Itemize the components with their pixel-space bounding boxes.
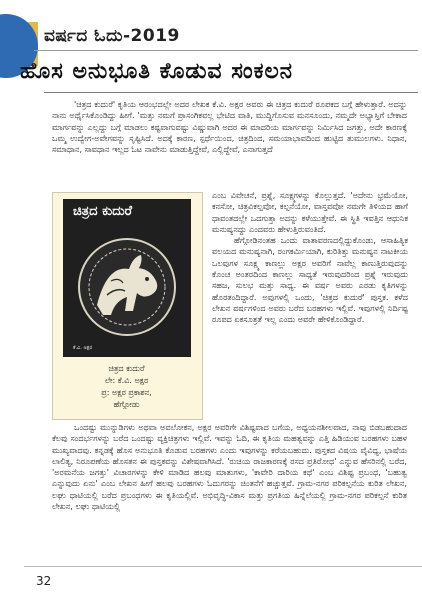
paragraph-2-text: ಎಂಬ ವಿವೇಚನೆ, ಪ್ರಶ್ನೆ, ಸೂಕ್ಷ್ಮಗಳನ್ನು ಕೊಲ್ಲುತ್ತದೆ. 'ಅದೇನು ಭ್ರಮೆಯೋ, ಕನಸೋ, ಚಿತ್ರವಿಕಲ್ಪವೋ, ಕಲ್ಪನೆಯೋ, ವಾಸ್ತವವೋ ನಮಗೇ ತಿಳಿಯದ ಹಾಗೆ ಧಾವಂತದಲ್ಲೇ ಒದಗುತ್ತಾ ಅದನ್ನು ಕಳೆಯುತ್ತೇವೆ. ಈ ಸ್ಥಿತಿ ಇವತ್ತಿನ ಆಧುನಿಕ ಮನುಷ್ಯನದ್ದು ಎಂದವರು ಹೇಳುತ್ತಿರುವಂತಿದೆ. [212,190,408,234]
book-cover-title: ಚಿತ್ರದ ಕುದುರೆ [73,204,133,219]
article-paragraph-2 [212,190,408,326]
header-divider [34,50,418,51]
book-caption-title: ಚಿತ್ರದ ಕುದುರೆ [108,364,145,373]
paragraph-3-text: ಹೆಗ್ಗೋಡಿನಂತಹ ಒಂದು ವಾತಾವರಣದಲ್ಲಿದ್ದುಕೊಂಡು, ಆಸಾಹಿತ್ಯಿಕ ವಲಯದ ಮನುಷ್ಯನಾಗಿ, ರಂಗಕರ್ಮಿಯಾಗಿ, ಕುರಿತಿತ್ತು ಮನುಷ್ಯನ ನಾಟಕೀಯ ಒಲವುಗಳ ಸೂಕ್ಷ್ಮ ಕಾಣಲ್ಲು ಅಕ್ಷರ ಅವರಿಗೆ ನಾವೆಲ್ಲ ಕಾಣುತ್ತಿರುವುದನ್ನು ಕೊಂಚ ಅಂತರದಿಂದ ಕಾಣಲ್ಲು ಸಾಧ್ಯತೆ ಇರುವುದರಿಂದ ಪ್ರಶ್ನೆ ಇರುವುದು ಸಹಜ, ಸುಲಭ ಮತ್ತು ಸಾಧ್ಯ. ಈ ವರ್ಷ ಅವರು ಎರಡು ಕೃತಿಗಳನ್ನು ಹೊರತಂದಿದ್ದಾರೆ. ಅವುಗಳಲ್ಲಿ ಒಂದು, 'ಚಿತ್ರದ ಕುದುರೆ' ಪುಸ್ತಕ. ಕಳೆದ ಲೇಖನ ವರ್ಷಗಳಿಂದ ಅವರು ಬರೆದ ಬರಹಗಳು ಇಲ್ಲಿವೆ. ಇವುಗಳಲ್ಲಿ ನಿರ್ದಿಷ್ಟ ರೂಪದ ಏಕಸೂತ್ರತೆ ಇಲ್ಲ ಎಂದು ಅವರೇ ಹೇಳಿಕೊಂಡಿದ್ದಾರೆ. [212,235,408,325]
article-title: ಹೊಸ ಅನುಭೂತಿ ಕೊಡುವ ಸಂಕಲನ [20,58,294,84]
paragraph-4-text: ಒಂದಷ್ಟು ಮುನ್ನುಡಿಗಳು ಅಥವಾ ಅವಲೋಕನ, ಅಕ್ಷರ ಅವರಿಗೇ ವಿಶಿಷ್ಟವಾದ ಬಗೆಯ, ಅಧ್ಯಯನಶೀಲವಾದ, ನಾವು ಬಿಡಬಹುದಾದ ಕೆಲವು ಸಂದರ್ಭಗಳನ್ನು ಬರೆದ ಒಂದಷ್ಟು ವ್ಯಕ್ತಿಚಿತ್ರಗಳು ಇಲ್ಲಿವೆ. ಇವನ್ನು ಓದಿ, ಈ ಕೃತಿಯ ಮಹತ್ವವನ್ನು ಎತ್ತಿ ಹಿಡಿಯುವ ಬರಹಗಳು ಬಹಳ ಮುಖ್ಯವಾದವು. ಕನ್ನಡಕ್ಕೆ ಹೊಸ ಅನುಭೂತಿ ಕೊಡುವ ಬರಹಗಳು ಎಂದು ಇವುಗಳನ್ನು ಕರೆಯಬಹುದು. ಪುಸ್ತಕದ ವಿಷಯ ವೈವಿಧ್ಯ, ಭಾಷೆಯ ಲಾಲಿತ್ಯ, ನಿರೂಪಣೆಯ ಹೊಸತನ ಈ ಪುಸ್ತಕವನ್ನು ವಿಶೇಷವಾಗಿಸಿದೆ. 'ರುಚಿಯ ರಾಜಕಾರಣಕ್ಕೆ ರಸದ ಪ್ರತಿರೋಧ' ಎನ್ನುವ ಹೆಸರಿನಲ್ಲಿ ಬರೆದ, 'ಅರಮನೆಯ ಜಗತ್ತು' ವಿಚಾರಗಳನ್ನು ಕೇಳಿ ಮಾಡಿದ ಹಲವು ಮಾತುಗಳು, 'ಕಾವೇರಿ ದಾರಿಯ ಕಥೆ' ಎಂಬ ವಿಶಿಷ್ಟ ಪ್ರಬಂಧ, 'ಬಹುತ್ವ ಎನ್ನುವುದು ಏನು' ಎಂಬ ಲೇಖನ ಹೀಗೆ ಹಲವು ಬರಹಗಳು ಓದುಗರನ್ನು ಚಿಂತನೆಗೆ ಹಚ್ಚುತ್ತವೆ. ಗ್ರಾಮ-ನಗರ ಪರಿಕಲ್ಪನೆಯ ಕುರಿತ ಲೇಖನ, ಲಘು ಧಾಟಿಯಲ್ಲಿ ಬರೆದ ಪ್ರಬಂಧಗಳು ಈ ಕೃತಿಯಲ್ಲಿವೆ. ಅಭಿವೃದ್ಧಿ-ವಿಕಾಸ ಮತ್ತು ಪ್ರಗತಿಯ ಹಿನ್ನೆಲೆಯಲ್ಲಿ ಗ್ರಾಮ-ನಗರ ಪರಿಕಲ್ಪನೆ ಕುರಿತ ಲೇಖನ, ಲಘು ಧಾಟಿಯಲ್ಲಿ [52,422,407,512]
book-card [52,192,203,420]
article-paragraph-4 [52,422,407,512]
page-number: 32 [36,574,52,588]
page-header [0,22,422,52]
book-caption [53,363,200,411]
magazine-section-title: ವರ್ಷದ ಓದು-2019 [44,26,180,46]
cover-illustration [67,235,187,339]
book-caption-author: ಲೇ: ಕೆ.ವಿ. ಅಕ್ಷರ [104,376,149,385]
book-caption-place: ಹೆಗ್ಗೋಡು [113,400,140,409]
book-cover-author: ಕೆ.ವಿ. ಅಕ್ಷರ [73,345,93,351]
book-caption-publisher: ಪ್ರ: ಅಕ್ಷರ ಪ್ರಕಾಶನ, [101,388,152,397]
paragraph-1-text: 'ಚಿತ್ರದ ಕುದುರೆ' ಕೃತಿಯ ಆರಂಭದಲ್ಲೇ ಅದರ ಲೇಖಕ ಕೆ.ವಿ. ಅಕ್ಷರ ಅವರು ಈ ಚಿತ್ರದ ಕುದುರೆ ರೂಪಕದ ಬಗ್ಗೆ ಹೇಳುತ್ತಾರೆ. ಅದನ್ನು ನಾನು ಅರ್ಥೈಸಿಕೊಂಡಿದ್ದು ಹೀಗೆ. 'ಮತ್ತು ನಮಗೆ ಪ್ರಾಸಂಗಿಕವಲ್ಲ ಭೇಟಿದ ವಾತಿ, ಮುದ್ದಿಗೊಸುವ ಮನಸೂಂದು, ನಮ್ಮದೇ ಅಭ್ಯಾಸ್ತಿಗೆ ಬೇಕಾದ ಮಾರ್ಗವನ್ನು ಎಲ್ಲದ್ದು ಬಗ್ಗೆ ಮಾಡಲು ಕಷ್ಟವಾಗುವಷ್ಟು ವಿಷ್ಣುವಾಗಿ ಅದರ ಈ ಮಾದರಿಯ ಮಾರ್ಗವನ್ನು ನಿರ್ಮಿಸಿದ ಜಗತ್ತು, ಅದೇ ಕಾರಣಕ್ಕೆ ಒಮ್ಮ ಉದ್ವೇಗ-ಅವೇಗವನ್ನು ಸೃಷ್ಟಿಸಿದೆ. ಅದಕ್ಕೆ ಕಾರಣ, ಸ್ಪರ್ಧೆಯಿಂದ, ಚಿತ್ರದಿಂದ, ಸಮಯಾಭಾವದಿಂದ ಹುಟ್ಟಿದ ತುಮುಲಗಳು. ನಿಧಾನ, ಸಮಾಧಾನ, ಸಾವಧಾನ ಇಲ್ಲದ ಓಟ ನಾವೇನು ಮಾಡುತ್ತಿದ್ದೇವೆ, ಎಲ್ಲಿದ್ದೇವೆ, ಎನಾಗುತ್ತದೆ [52,99,407,155]
footer-divider [24,566,422,567]
book-cover-image [63,199,191,357]
article-paragraph-1 [52,99,407,155]
title-divider [44,92,418,93]
